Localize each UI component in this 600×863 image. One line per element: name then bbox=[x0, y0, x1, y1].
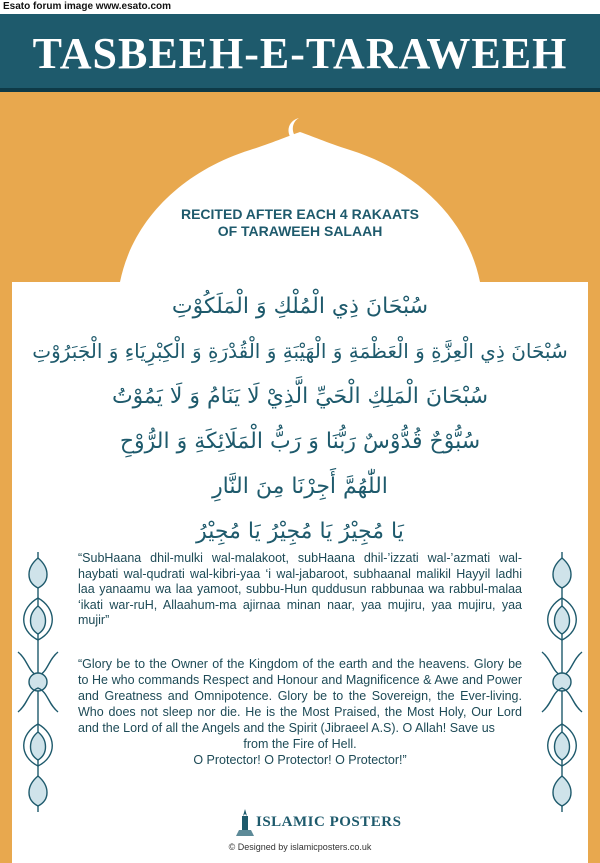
logo-text: ISLAMIC POSTERS bbox=[256, 814, 402, 830]
translation-line-protector: O Protector! O Protector! O Protector!” bbox=[193, 753, 407, 767]
subtitle-line-2: OF TARAWEEH SALAAH bbox=[217, 223, 383, 239]
arabic-line: سُبْحَانَ ذِي الْمُلْكِ وَ الْمَلَكُوْتِ bbox=[171, 294, 429, 319]
watermark-bar bbox=[0, 0, 600, 14]
translation-body: “Glory be to the Owner of the Kingdom of the earth and the heavens. Glory be to He who commands Respect and Honour and Magnificence & Awe and Power and Greatness and Omnipotence. Glory be to the Sovereign, the Ever-living. Who does not sleep nor die. He is the Most Praised, the Most Holy, Our Lord and the Lord of all the Angels and the Spirit (Jibraeel A.S). O Allah! Save us bbox=[78, 657, 522, 735]
translation-line-fire: from the Fire of Hell. bbox=[243, 737, 357, 751]
transliteration-text: “SubHaana dhil-mulki wal-malakoot, subHaana dhil-’izzati wal-’azmati wal-haybati wal-qudrati wal-kibri-yaa ‘i wal-jabaroot, subhaanal malikil Hayyil ladhi laa yanaamu wa laa yamoot, subbu-Hun quddusun rabbunaa wa rabbul-malaa ‘ikati war-ruH, Allaahum-ma ajirnaa minan naar, yaa mujiru, yaa mujiru, yaa mujir” bbox=[78, 551, 522, 627]
watermark-text: Esato forum image www.esato.com bbox=[3, 1, 172, 12]
arabic-text-block bbox=[30, 284, 570, 554]
translation-text bbox=[78, 656, 522, 768]
arabic-line: اللّٰهُمَّ أَجِرْنَا مِنَ النَّارِ bbox=[212, 474, 388, 499]
page-title: TASBEEH-E-TARAWEEH bbox=[32, 29, 568, 78]
arabic-line: يَا مُجِيْرُ يَا مُجِيْرُ يَا مُجِيْرُ bbox=[196, 519, 404, 544]
arabic-line: سُبْحَانَ ذِي الْعِزَّةِ وَ الْعَظْمَةِ وَ الْهَيْبَةِ وَ الْقُدْرَةِ وَ الْكِبْرِيَاءِ وَ الْجَبَرُوْتِ bbox=[32, 339, 568, 363]
crescent-moon-icon bbox=[285, 116, 313, 146]
subtitle bbox=[150, 206, 450, 240]
arabic-line: سُبْحَانَ الْمَلِكِ الْحَيِّ الَّذِيْ لَا يَنَامُ وَ لَا يَمُوْتُ bbox=[111, 384, 489, 409]
title-banner bbox=[0, 14, 600, 92]
arabic-line: سُبُّوْحٌ قُدُّوْسٌ رَبُّنَا وَ رَبُّ الْمَلَائِكَةِ وَ الرُّوْحِ bbox=[119, 429, 481, 454]
floral-ornament-icon bbox=[12, 548, 64, 816]
credit-text: © Designed by islamicposters.co.uk bbox=[228, 842, 372, 852]
floral-ornament-icon bbox=[536, 548, 588, 816]
islamic-posters-logo-icon bbox=[234, 808, 256, 838]
subtitle-line-1: RECITED AFTER EACH 4 RAKAATS bbox=[180, 206, 419, 222]
